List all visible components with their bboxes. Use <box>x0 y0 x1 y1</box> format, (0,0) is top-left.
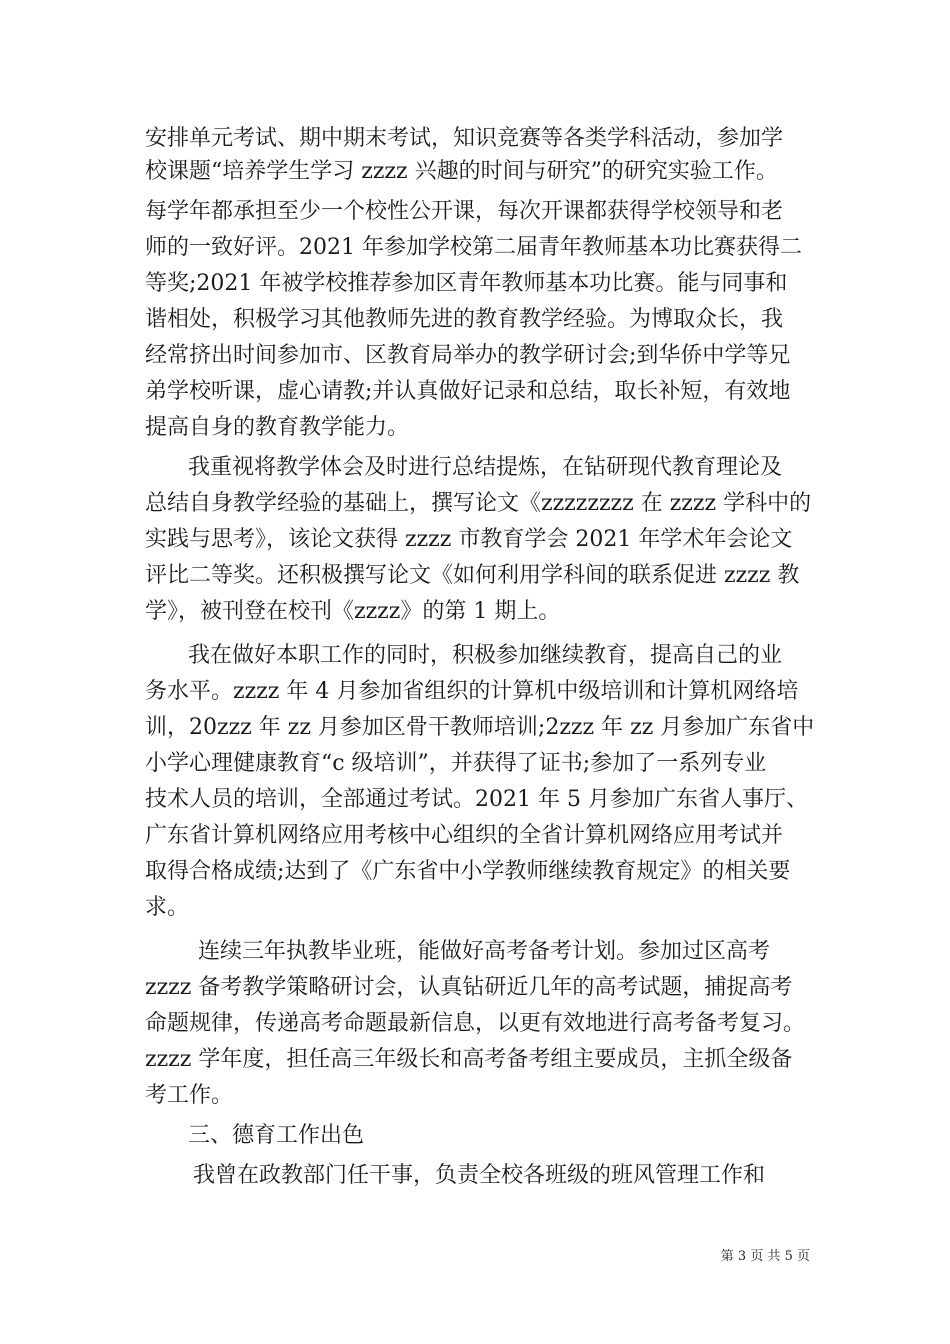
page-number: 第 3 页 共 5 页 <box>720 1249 810 1264</box>
text-line: 学》，被刊登在校刊《zzzz》的第 1 期上。 <box>145 599 561 624</box>
text-line: 广东省计算机网络应用考核中心组织的全省计算机网络应用考试并 <box>145 823 784 848</box>
text-line: 师的一致好评。2021 年参加学校第二届青年教师基本功比赛获得二 <box>145 235 802 260</box>
text-line: 评比二等奖。还积极撰写论文《如何利用学科间的联系促进 zzzz 教 <box>145 563 800 588</box>
text-line: 务水平。zzzz 年 4 月参加省组织的计算机中级培训和计算机网络培 <box>145 679 799 704</box>
paragraph-first-line: 我在做好本职工作的同时，积极参加继续教育，提高自己的业 <box>188 643 783 668</box>
paragraph-first-line: 我重视将教学体会及时进行总结提炼，在钻研现代教育理论及 <box>188 455 783 480</box>
text-line: 经常挤出时间参加市、区教育局举办的教学研讨会;到华侨中学等兄 <box>145 343 791 368</box>
text-line: 提高自身的教育教学能力。 <box>145 415 410 440</box>
paragraph-first-line: 连续三年执教毕业班，能做好高考备考计划。参加过区高考 <box>198 939 771 964</box>
text-line: 等奖;2021 年被学校推荐参加区青年教师基本功比赛。能与同事和 <box>145 271 788 296</box>
text-line: 实践与思考》，该论文获得 zzzz 市教育学会 2021 年学术年会论文 <box>145 527 793 552</box>
text-line: 取得合格成绩;达到了《广东省中小学教师继续教育规定》的相关要 <box>145 859 791 884</box>
paragraph-first-line: 我曾在政教部门任干事，负责全校各班级的班风管理工作和 <box>193 1163 766 1188</box>
text-line: 谐相处，积极学习其他教师先进的教育教学经验。为博取众长，我 <box>145 307 784 332</box>
text-line: 弟学校听课，虚心请教;并认真做好记录和总结，取长补短，有效地 <box>145 379 791 404</box>
text-line: 技术人员的培训，全部通过考试。2021 年 5 月参加广东省人事厅、 <box>145 787 808 812</box>
text-line: zzzz 学年度，担任高三年级长和高考备考组主要成员，主抓全级备 <box>145 1047 793 1072</box>
text-line: 校课题“培养学生学习 zzzz 兴趣的时间与研究”的研究实验工作。 <box>145 159 778 184</box>
text-line: 考工作。 <box>145 1083 234 1108</box>
text-line: 安排单元考试、期中期末考试，知识竞赛等各类学科活动，参加学 <box>145 126 784 151</box>
text-line: 命题规律，传递高考命题最新信息，以更有效地进行高考备考复习。 <box>145 1011 806 1036</box>
text-line: 总结自身教学经验的基础上，撰写论文《zzzzzzzz 在 zzzz 学科中的 <box>145 491 812 516</box>
text-line: 小学心理健康教育“c 级培训”，并获得了证书;参加了一系列专业 <box>145 751 767 776</box>
text-line: 求。 <box>145 895 190 920</box>
text-line: zzzz 备考教学策略研讨会，认真钻研近几年的高考试题，捕捉高考 <box>145 975 793 1000</box>
text-line: 每学年都承担至少一个校性公开课，每次开课都获得学校领导和老 <box>145 199 784 224</box>
text-line: 训，20zzz 年 zz 月参加区骨干教师培训;2zzz 年 zz 月参加广东省中 <box>145 715 815 740</box>
section-heading: 三、德育工作出色 <box>188 1123 365 1148</box>
